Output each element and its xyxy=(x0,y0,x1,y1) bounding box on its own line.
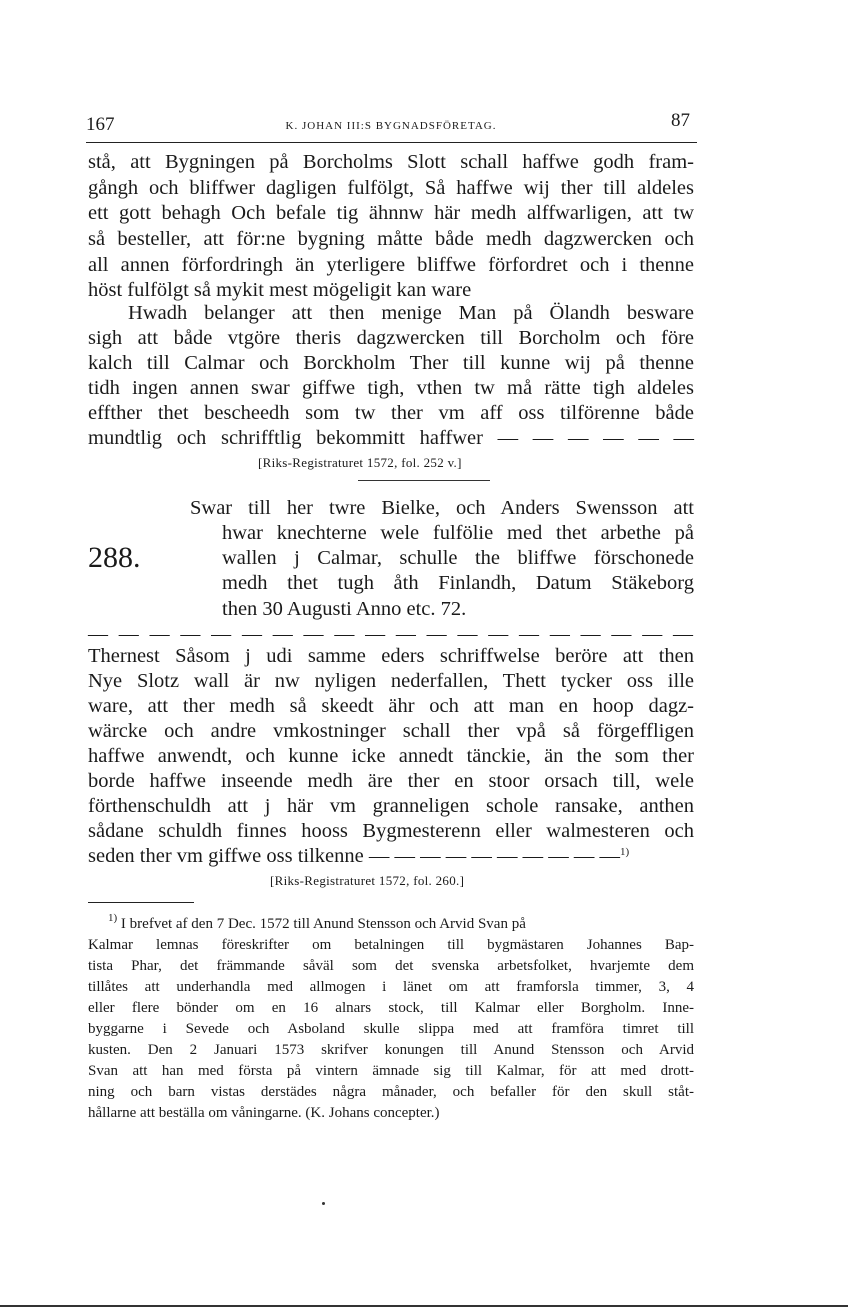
source-citation: [Riks-Registraturet 1572, fol. 260.] xyxy=(270,873,465,888)
text-line: mundtlig och schrifftlig bekommitt haffwer — — — — — — xyxy=(88,427,694,449)
text-line: förthenschuldh att j här vm granneligen schole ransake, anthen xyxy=(88,795,694,817)
text-line: Thernest Såsom j udi samme eders schriffwelse beröre att then xyxy=(88,645,694,667)
footnote-line: Kalmar lemnas föreskrifter om betalningen till bygmästaren Johannes Bap- xyxy=(88,937,694,953)
text-line: sådane schuldh finnes hooss Bygmesterenn eller walmesteren och xyxy=(88,820,694,842)
text-line: gångh och bliffwer dagligen fulfölgt, Så haffwe wij ther till aldeles xyxy=(88,177,694,199)
section-number: 288. xyxy=(88,541,141,574)
footnote-mark: 1) xyxy=(108,912,118,924)
text-line: sigh att både vtgöre theris dagzwercken till Borcholm och före xyxy=(88,327,694,349)
footnote-line: hållarne att beställa om våningarne. (K. Johans concepter.) xyxy=(88,1105,440,1121)
footnote-rule xyxy=(88,902,194,903)
footnote-line: tista Phar, det främmande såväl som det svenska arbetsfolket, hvarjemte dem xyxy=(88,958,694,974)
page-number-left: 167 xyxy=(86,114,115,135)
text-line: ware, att ther medh så skeedt ähr och att man en hoop dagz- xyxy=(88,695,694,717)
text-line: wärcke och andre vmkostninger schall ther vpå så förgeffligen xyxy=(88,720,694,742)
text-line: effther thet bescheedh som tw ther vm aff oss tilförenne både xyxy=(88,402,694,424)
footnote-line: eller flere bönder om en 16 alnars stock, till Kalmar eller Borgholm. Inne- xyxy=(88,1000,694,1016)
text-line: höst fulfölgt så mykit mest mögeligit kan ware xyxy=(88,279,472,301)
footnote-line: ning och barn vistas derstädes några månader, och befaller för den skull ståt- xyxy=(88,1084,694,1100)
page-header xyxy=(86,110,696,138)
source-citation: [Riks-Registraturet 1572, fol. 252 v.] xyxy=(258,455,462,470)
section-divider xyxy=(358,480,490,481)
text-line: Nye Slotz wall är nw nyligen nederfallen, Thett tycker oss ille xyxy=(88,670,694,692)
footnote-line: Svan att han med första på vintern ämnade sig till Kalmar, för att med drott- xyxy=(88,1063,694,1079)
text-line-last xyxy=(88,843,678,869)
text-line: kalch till Calmar och Borckholm Ther till kunne wij på thenne xyxy=(88,352,694,374)
text-line: så besteller, att för:ne bygning måtte både medh dagzwercken och xyxy=(88,228,694,250)
footnote-line: byggarne i Sevede och Asboland skulle slippa med att framföra timret till xyxy=(88,1021,694,1037)
footnote-text: I brefvet af den 7 Dec. 1572 till Anund Stensson och Arvid Svan på xyxy=(120,916,526,932)
section-line: then 30 Augusti Anno etc. 72. xyxy=(222,598,467,620)
text-last: seden ther vm giffwe oss tilkenne — — — — — — — — — — xyxy=(88,845,620,867)
print-speck xyxy=(322,1202,325,1205)
text-line: ett gott behagh Och befale tig ähnnw här medh alffwarligen, att tw xyxy=(88,202,694,224)
text-line: stå, att Bygningen på Borcholms Slott schall haffwe godh fram- xyxy=(88,151,694,173)
section-line: wallen j Calmar, schulle the bliffwe förschonede xyxy=(222,547,694,569)
footnote-line: tillåtes att underhandla med allmogen i länet om att framforsla timmer, 3, 4 xyxy=(88,979,694,995)
text-line: all annen förfordringh än yterligere bliffwe förfordret och i thenne xyxy=(88,254,694,276)
footnote-line-first xyxy=(108,914,694,934)
page-bottom-edge xyxy=(0,1305,848,1307)
text-line: tidh ingen annen swar giffwe tigh, vthen tw må rätte tigh aldeles xyxy=(88,377,694,399)
text-line: borde haffwe inseende medh äre ther en stoor orsach till, wele xyxy=(88,770,694,792)
dash-separator: — — — — — — — — — — — — — — — — — — — — xyxy=(88,623,694,645)
running-title: K. JOHAN III:S BYGNADSFÖRETAG. xyxy=(285,120,497,132)
page-number-right: 87 xyxy=(671,110,690,131)
footnote-line: kusten. Den 2 Januari 1573 skrifver konungen till Anund Stensson och Arvid xyxy=(88,1042,694,1058)
text-line: Hwadh belanger att then menige Man på Ölandh besware xyxy=(128,302,694,324)
section-line: hwar knechterne wele fulfölie med thet arbethe på xyxy=(222,522,694,544)
section-line: Swar till her twre Bielke, och Anders Swensson att xyxy=(190,497,694,519)
section-line: medh thet tugh åth Finlandh, Datum Stäkeborg xyxy=(222,572,694,594)
text-line: haffwe anwendt, och kunne icke annedt tänckie, än the som ther xyxy=(88,745,694,767)
header-rule xyxy=(86,142,697,143)
footnote-reference[interactable]: 1) xyxy=(620,846,630,858)
